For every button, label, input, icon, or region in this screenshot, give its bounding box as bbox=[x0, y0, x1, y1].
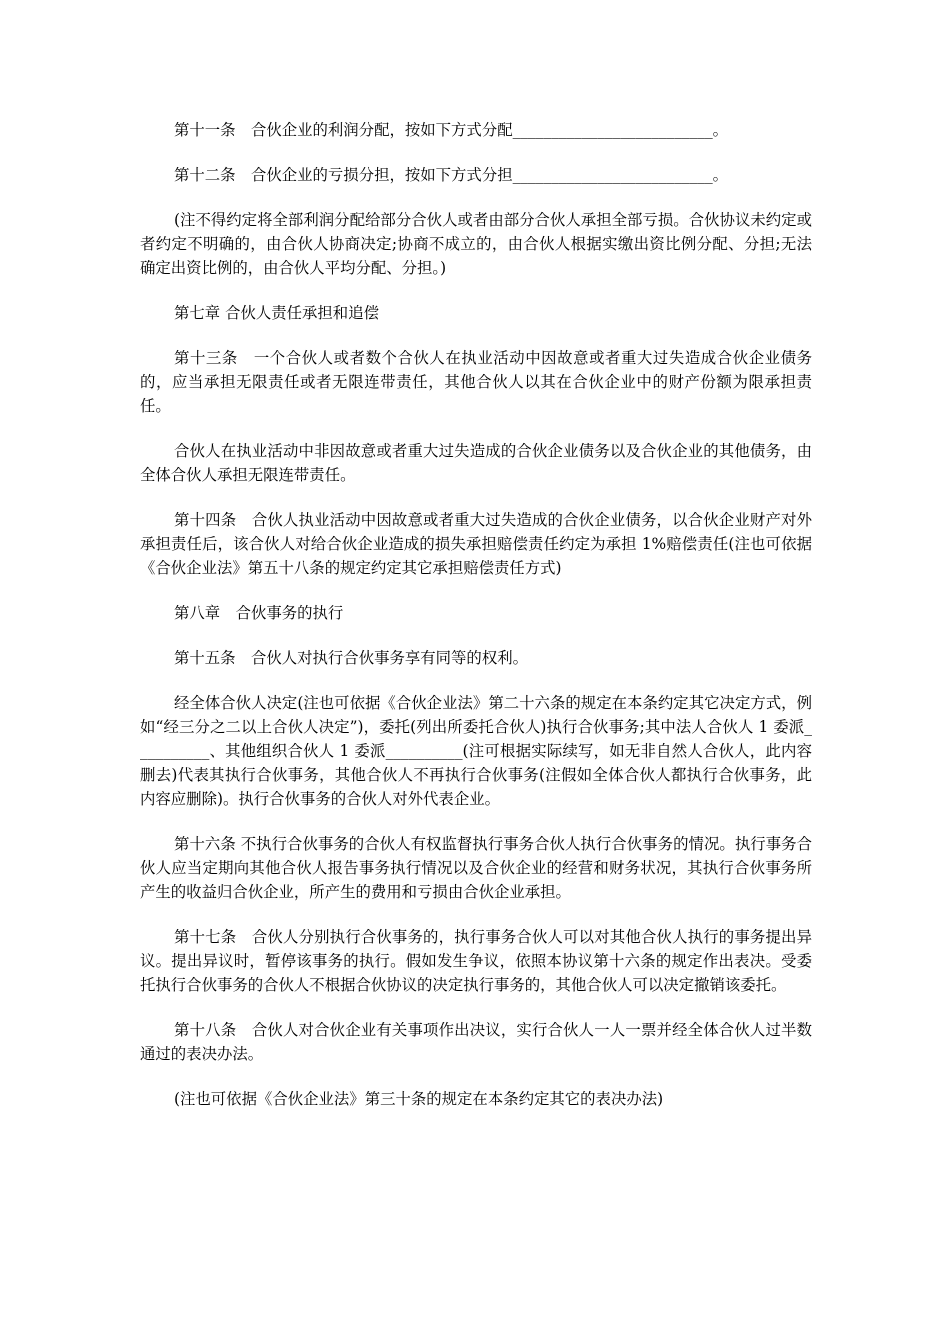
article-18: 第十八条 合伙人对合伙企业有关事项作出决议，实行合伙人一人一票并经全体合伙人过半数通过的表决办法。 bbox=[140, 1021, 812, 1063]
article-14: 第十四条 合伙人执业活动中因故意或者重大过失造成的合伙企业债务，以合伙企业财产对外承担责任后，该合伙人对给合伙企业造成的损失承担赔偿责任约定为承担 1%赔偿责任(注也可依据《合伙企业法》第五十八条的规定约定其它承担赔偿责任方式) bbox=[140, 511, 812, 577]
chapter-8-heading: 第八章 合伙事务的执行 bbox=[174, 604, 344, 622]
article-12: 第十二条 合伙企业的亏损分担，按如下方式分担__________________________。 bbox=[174, 166, 729, 184]
note-profit-loss: (注不得约定将全部利润分配给部分合伙人或者由部分合伙人承担全部亏损。合伙协议未约定或者约定不明确的，由合伙人协商决定;协商不成立的，由合伙人根据实缴出资比例分配、分担;无法确定出资比例的，由合伙人平均分配、分担。) bbox=[140, 211, 812, 277]
chapter-7-heading: 第七章 合伙人责任承担和追偿 bbox=[174, 304, 379, 322]
note-voting: (注也可依据《合伙企业法》第三十条的规定在本条约定其它的表决办法) bbox=[174, 1090, 664, 1108]
article-16: 第十六条 不执行合伙事务的合伙人有权监督执行事务合伙人执行合伙事务的情况。执行事务合伙人应当定期向其他合伙人报告事务执行情况以及合伙企业的经营和财务状况，其执行合伙事务所产生的收益归合伙企业，所产生的费用和亏损由合伙企业承担。 bbox=[140, 835, 812, 901]
article-11: 第十一条 合伙企业的利润分配，按如下方式分配__________________________。 bbox=[174, 121, 729, 139]
article-13-supplement: 合伙人在执业活动中非因故意或者重大过失造成的合伙企业债务以及合伙企业的其他债务，由全体合伙人承担无限连带责任。 bbox=[140, 442, 812, 484]
document-page bbox=[140, 118, 812, 1111]
article-17: 第十七条 合伙人分别执行合伙事务的，执行事务合伙人可以对其他合伙人执行的事务提出异议。提出异议时，暂停该事务的执行。假如发生争议，依照本协议第十六条的规定作出表决。受委托执行合伙事务的合伙人不根据合伙协议的决定执行事务的，其他合伙人可以决定撤销该委托。 bbox=[140, 928, 812, 994]
article-15-delegation: 经全体合伙人决定(注也可依据《合伙企业法》第二十六条的规定在本条约定其它决定方式，例如“经三分之二以上合伙人决定”)，委托(列出所委托合伙人)执行合伙事务;其中法人合伙人 1 委派__________、其他组织合伙人 1 委派__________(注可根据实际续写，如无非自然人合伙人，此内容删去)代表其执行合伙事务，其他合伙人不再执行合伙事务(注假如全体合伙人都执行合伙事务，此内容应删除)。执行合伙事务的合伙人对外代表企业。 bbox=[140, 694, 812, 808]
article-13: 第十三条 一个合伙人或者数个合伙人在执业活动中因故意或者重大过失造成合伙企业债务的，应当承担无限责任或者无限连带责任，其他合伙人以其在合伙企业中的财产份额为限承担责任。 bbox=[140, 349, 812, 415]
article-15: 第十五条 合伙人对执行合伙事务享有同等的权利。 bbox=[174, 649, 528, 667]
